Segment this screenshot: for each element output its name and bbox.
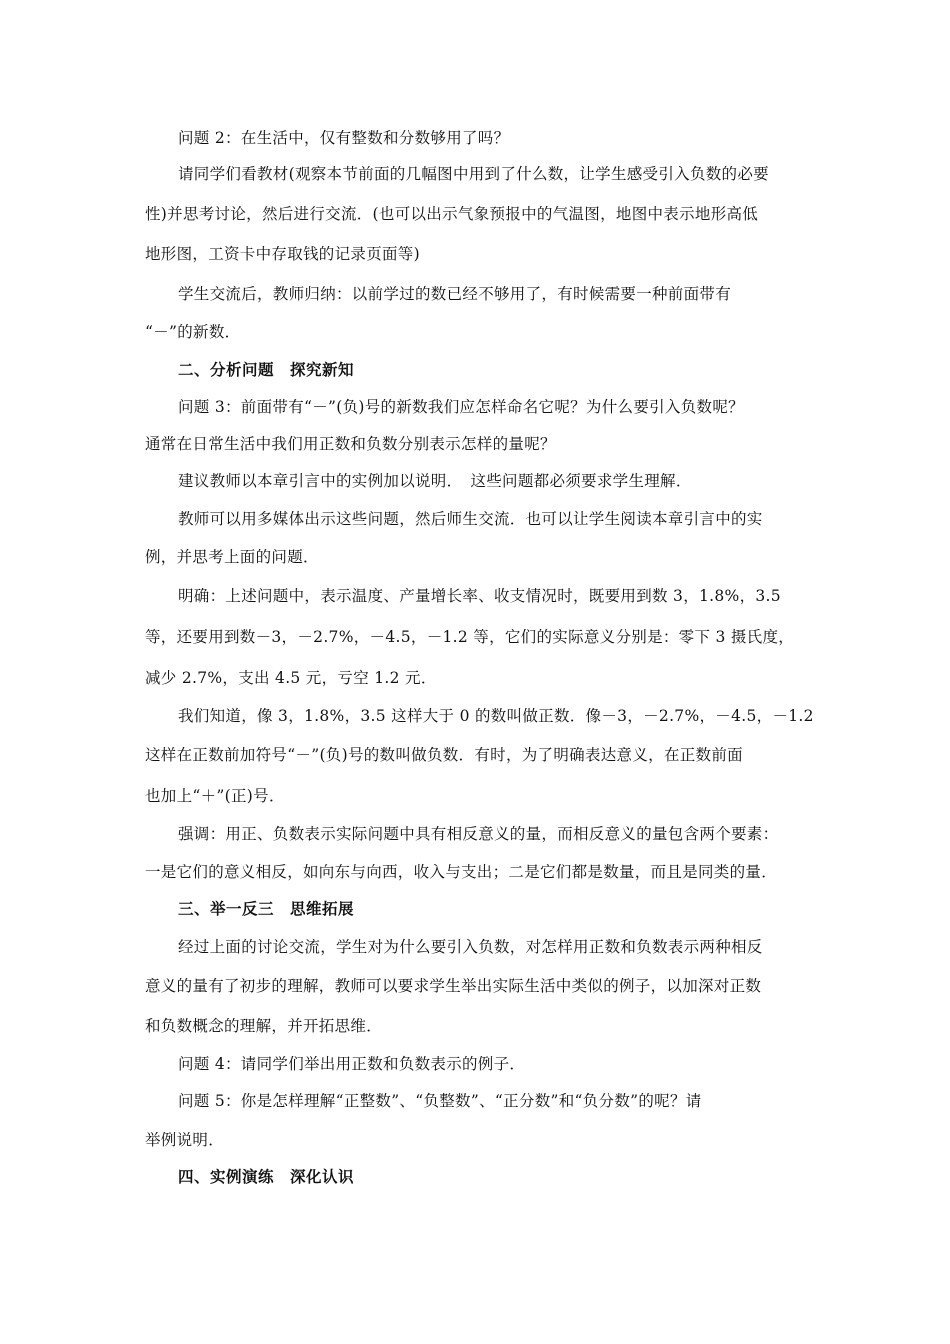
paragraph-line: 等，还要用到数－3，－2.7%，－4.5，－1.2 等，它们的实际意义分别是：零下 3 摄氏度， xyxy=(145,628,795,646)
paragraph-line: 举例说明． xyxy=(145,1131,225,1149)
paragraph-line: 性)并思考讨论，然后进行交流．(也可以出示气象预报中的气温图，地图中表示地形高低 xyxy=(145,205,759,223)
paragraph-line: 减少 2.7%，支出 4.5 元，亏空 1.2 元． xyxy=(145,669,437,687)
paragraph-line: 强调：用正、负数表示实际问题中具有相反意义的量，而相反意义的量包含两个要素： xyxy=(178,825,779,843)
question-3-line: 问题 3：前面带有“－”(负)号的新数我们应怎样命名它呢？为什么要引入负数呢？ xyxy=(178,398,744,416)
paragraph-line: 请同学们看教材(观察本节前面的几幅图中用到了什么数，让学生感受引入负数的必要 xyxy=(178,165,769,183)
paragraph-line: 教师可以用多媒体出示这些问题，然后师生交流．也可以让学生阅读本章引言中的实 xyxy=(178,510,763,528)
paragraph-line: 通常在日常生活中我们用正数和负数分别表示怎样的量呢？ xyxy=(145,435,556,453)
paragraph-line: 也加上“＋”(正)号． xyxy=(145,787,285,805)
question-4-line: 问题 4：请同学们举出用正数和负数表示的例子． xyxy=(178,1055,526,1073)
section-heading-4: 四、实例演练 深化认识 xyxy=(178,1168,355,1186)
paragraph-line: 建议教师以本章引言中的实例加以说明． 这些问题都必须要求学生理解． xyxy=(178,472,692,490)
question-5-line: 问题 5：你是怎样理解“正整数”、“负整数”、“正分数”和“负分数”的呢？请 xyxy=(178,1092,702,1110)
paragraph-line: 和负数概念的理解，并开拓思维． xyxy=(145,1017,383,1035)
paragraph-line: 地形图，工资卡中存取钱的记录页面等) xyxy=(145,245,420,263)
section-heading-3: 三、举一反三 思维拓展 xyxy=(178,900,355,918)
paragraph-line: “－”的新数． xyxy=(145,323,241,341)
paragraph-line: 经过上面的讨论交流，学生对为什么要引入负数，对怎样用正数和负数表示两种相反 xyxy=(178,938,763,956)
paragraph-line: 一是它们的意义相反，如向东与向西，收入与支出；二是它们都是数量，而且是同类的量． xyxy=(145,863,778,881)
paragraph-line: 意义的量有了初步的理解，教师可以要求学生举出实际生活中类似的例子，以加深对正数 xyxy=(145,977,762,995)
question-2-line: 问题 2：在生活中，仅有整数和分数够用了吗？ xyxy=(178,129,510,147)
paragraph-line: 这样在正数前加符号“－”(负)号的数叫做负数．有时，为了明确表达意义，在正数前面 xyxy=(145,746,743,764)
paragraph-line: 例，并思考上面的问题． xyxy=(145,548,319,566)
paragraph-line: 学生交流后，教师归纳：以前学过的数已经不够用了，有时候需要一种前面带有 xyxy=(178,285,732,303)
paragraph-line: 明确：上述问题中，表示温度、产量增长率、收支情况时，既要用到数 3，1.8%，3.5 xyxy=(178,587,781,605)
paragraph-line: 我们知道，像 3，1.8%，3.5 这样大于 0 的数叫做正数．像－3，－2.7%，－4.5，－1.2 xyxy=(178,707,814,725)
section-heading-2: 二、分析问题 探究新知 xyxy=(178,361,355,379)
